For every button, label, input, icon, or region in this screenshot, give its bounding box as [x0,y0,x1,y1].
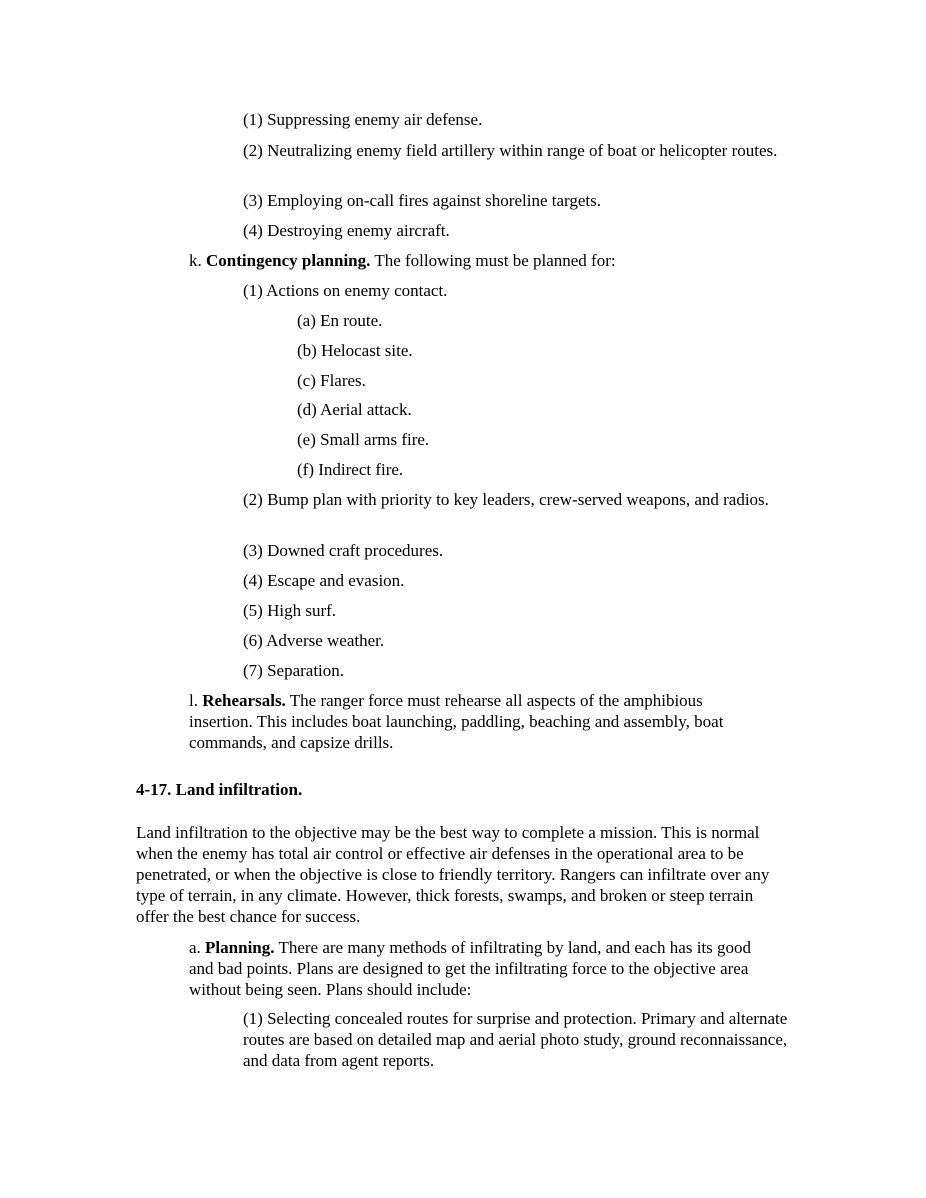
sub-item-d: (d) Aerial attack. [297,400,412,419]
paragraph-a-letter: a. [189,938,201,957]
list-item-k1: (1) Actions on enemy contact. [243,281,448,300]
section-intro: Land infiltration to the objective may be the best way to complete a mission. This is normal when the enemy has total air control or effective air defenses in the operational area to be penetrated, or when the objective is close to friendly territory. Rangers can infiltrate over any type of terrain, in any climate. However, thick forests, swamps, and broken or steep terrain offer the best chance for success. [136,823,770,926]
paragraph-l-letter: l. [189,691,198,710]
paragraph-k-letter: k. [189,251,202,270]
sub-item-a: (a) En route. [297,311,383,330]
sub-item-f: (f) Indirect fire. [297,460,404,479]
list-item-j3: (3) Employing on-call fires against shoreline targets. [243,191,602,210]
paragraph-a-text: There are many methods of infiltrating by land, and each has its good and bad points. Plans are designed to get the infiltrating force to the objective area without being seen. Plans should include: [189,938,752,999]
paragraph-a [189,937,759,1000]
list-item-j1: (1) Suppressing enemy air defense. [243,110,483,129]
list-item-k2: (2) Bump plan with priority to key leaders, crew-served weapons, and radios. [243,490,769,509]
section-heading: 4-17. Land infiltration. [136,780,303,799]
list-item-k4: (4) Escape and evasion. [243,571,405,590]
paragraph-a-heading: Planning. [205,938,275,957]
list-item-k6: (6) Adverse weather. [243,631,385,650]
paragraph-k-heading: Contingency planning. [206,251,371,270]
list-item-k5: (5) High surf. [243,601,337,620]
sub-item-c: (c) Flares. [297,371,366,390]
paragraph-l [189,690,764,753]
list-item-a1: (1) Selecting concealed routes for surprise and protection. Primary and alternate routes are based on detailed map and aerial photo study, ground reconnaissance, and data from agent reports. [243,1009,788,1070]
list-item-j2: (2) Neutralizing enemy field artillery within range of boat or helicopter routes. [243,141,778,160]
sub-item-e: (e) Small arms fire. [297,430,430,449]
paragraph-l-text: The ranger force must rehearse all aspects of the amphibious insertion. This includes boat launching, paddling, beaching and assembly, boat commands, and capsize drills. [189,691,724,752]
list-item-k3: (3) Downed craft procedures. [243,541,444,560]
paragraph-k-text: The following must be planned for: [374,251,616,270]
list-item-k7: (7) Separation. [243,661,345,680]
paragraph-l-heading: Rehearsals. [202,691,286,710]
list-item-j4: (4) Destroying enemy aircraft. [243,221,450,240]
sub-item-b: (b) Helocast site. [297,341,413,360]
paragraph-k [189,250,789,271]
